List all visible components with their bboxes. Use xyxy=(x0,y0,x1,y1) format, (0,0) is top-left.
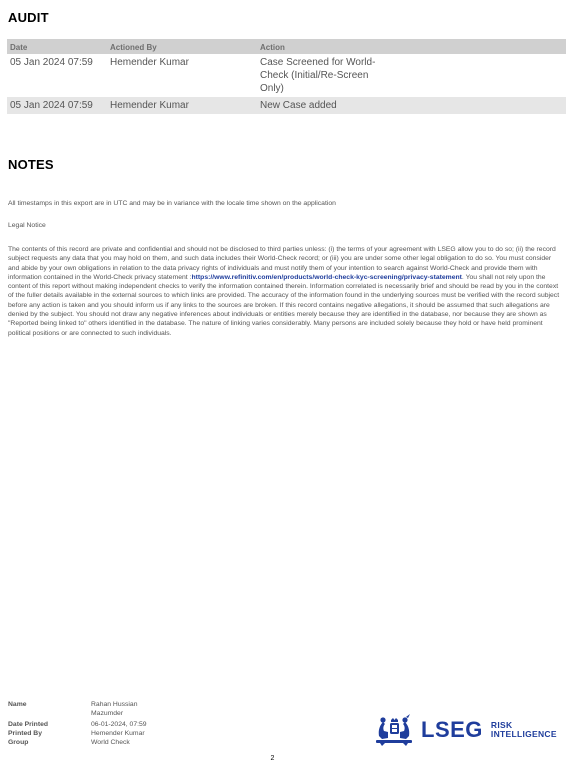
row-action-text: Case Screened for World-Check (Initial/Re-Screen Only) xyxy=(260,57,376,94)
column-header-date: Date xyxy=(7,39,107,54)
row-action xyxy=(257,97,566,114)
meta-label: Printed By xyxy=(8,730,42,737)
legal-notice-heading: Legal Notice xyxy=(8,222,46,229)
column-header-actioned-by: Actioned By xyxy=(107,39,257,54)
table-row xyxy=(7,97,566,114)
meta-row-name xyxy=(8,700,268,718)
meta-value: 06-01-2024, 07:59 xyxy=(91,721,147,728)
row-actioned-by: Hemender Kumar xyxy=(110,57,189,68)
meta-label: Date Printed xyxy=(8,721,49,728)
meta-value: Hemender Kumar xyxy=(91,730,145,737)
audit-header-row xyxy=(7,39,566,54)
row-date: 05 Jan 2024 07:59 xyxy=(10,57,93,68)
meta-row-printed-by xyxy=(8,729,268,738)
lion-unicorn-crest-icon xyxy=(373,714,415,746)
table-row xyxy=(7,54,566,97)
meta-row-date-printed xyxy=(8,720,268,729)
row-action xyxy=(257,54,566,97)
meta-value: World Check xyxy=(91,739,130,746)
timestamp-note: All timestamps in this export are in UTC and may be in variance with the locale time shown on the application xyxy=(8,200,336,207)
logo-subtitle-line-1: RISK xyxy=(490,720,513,730)
logo-subtitle-line-2: INTELLIGENCE xyxy=(490,729,557,739)
row-date: 05 Jan 2024 07:59 xyxy=(7,97,107,114)
logo-subtitle xyxy=(491,721,557,739)
audit-section-title: AUDIT xyxy=(8,10,49,25)
page-number: 2 xyxy=(270,755,275,762)
meta-row-group xyxy=(8,738,268,747)
logo-wordmark: LSEG xyxy=(421,717,483,742)
print-metadata xyxy=(8,700,268,747)
legal-notice-text xyxy=(8,245,564,338)
meta-value: Rahan Hussian Mazumder xyxy=(91,701,138,717)
audit-table xyxy=(7,39,566,114)
row-actioned-by: Hemender Kumar xyxy=(107,97,257,114)
meta-label: Name xyxy=(8,701,27,708)
lseg-logo xyxy=(373,713,557,747)
legal-text-part-2: . You shall not rely upon the content of this report without making independent checks to verify the information contained therein. Information correlated is necessarily brief and should be read by you in the context of the fuller details available in the external sources to which links are provided. The accuracy of the information found in the underlying sources must be verified with the record subject before any action is taken and you should inform us if any links to the sources are broken. If this record contains negative allegations, it should be assumed that such allegations are denied by the subject. You should not draw any negative inferences about individuals or entities merely because they are identified in the database, nor because they are shown as "Reported being linked to" others identified in the database. The nature of linking varies considerably. Many persons are included solely because they hold or have held prominent political positions or are connected to such individuals. xyxy=(8,273,560,337)
meta-label: Group xyxy=(8,739,29,746)
privacy-statement-link[interactable]: https://www.refinitiv.com/en/products/world-check-kyc-screening/privacy-statement xyxy=(191,273,462,281)
legal-text-part-1: The contents of this record are private and confidential and should not be disclosed to third parties unless: (i) the terms of your agreement with LSEG allow you to do so; (ii) the record subject requests any data that you may hold on them, and such data includes their World-Check record; or (iii) you are under some other legal obligation to do so. You must consider and abide by your own obligations in relation to the data privacy rights of individuals and must notify them of your intention to search against World-Check and provide them with information contained in the World-Check privacy statement : xyxy=(8,246,556,281)
row-action-text: New Case added xyxy=(260,100,337,111)
notes-section-title: NOTES xyxy=(8,157,54,172)
column-header-action: Action xyxy=(257,39,566,54)
